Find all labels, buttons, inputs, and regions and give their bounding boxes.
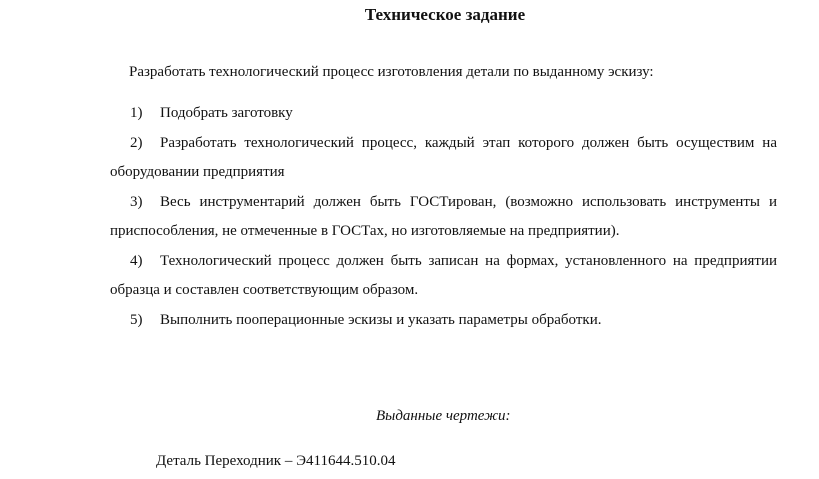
- drawings-heading: Выданные чертежи:: [376, 408, 511, 424]
- list-item: [110, 129, 777, 188]
- list-item-text: Выполнить пооперационные эскизы и указать параметры обработки.: [160, 311, 602, 328]
- list-item-number: 1): [130, 105, 143, 121]
- list-item: [110, 306, 777, 336]
- list-item-number: 5): [130, 311, 143, 328]
- list-item-text: Технологический процесс должен быть записан на формах, установленного на предприятии образца и составлен соответствующим образом.: [110, 252, 777, 298]
- list-item-number: 2): [130, 134, 143, 151]
- part-reference: Деталь Переходник – Э411644.510.04: [156, 453, 396, 469]
- document-title: Техническое задание: [364, 5, 526, 24]
- list-item-text: Подобрать заготовку: [160, 105, 293, 121]
- list-item-text: Весь инструментарий должен быть ГОСТирован, (возможно использовать инструменты и приспособления, не отмеченные в ГОСТах, но изготовляемые на предприятии).: [110, 193, 777, 239]
- intro-paragraph: Разработать технологический процесс изготовления детали по выданному эскизу:: [129, 64, 654, 80]
- list-item: [110, 247, 777, 306]
- list-item-number: 3): [130, 193, 143, 210]
- list-item: [110, 99, 777, 129]
- list-item: [110, 188, 777, 247]
- list-item-text: Разработать технологический процесс, каждый этап которого должен быть осуществим на оборудовании предприятия: [110, 134, 777, 180]
- list-item-number: 4): [130, 252, 143, 269]
- requirements-list: [110, 99, 777, 335]
